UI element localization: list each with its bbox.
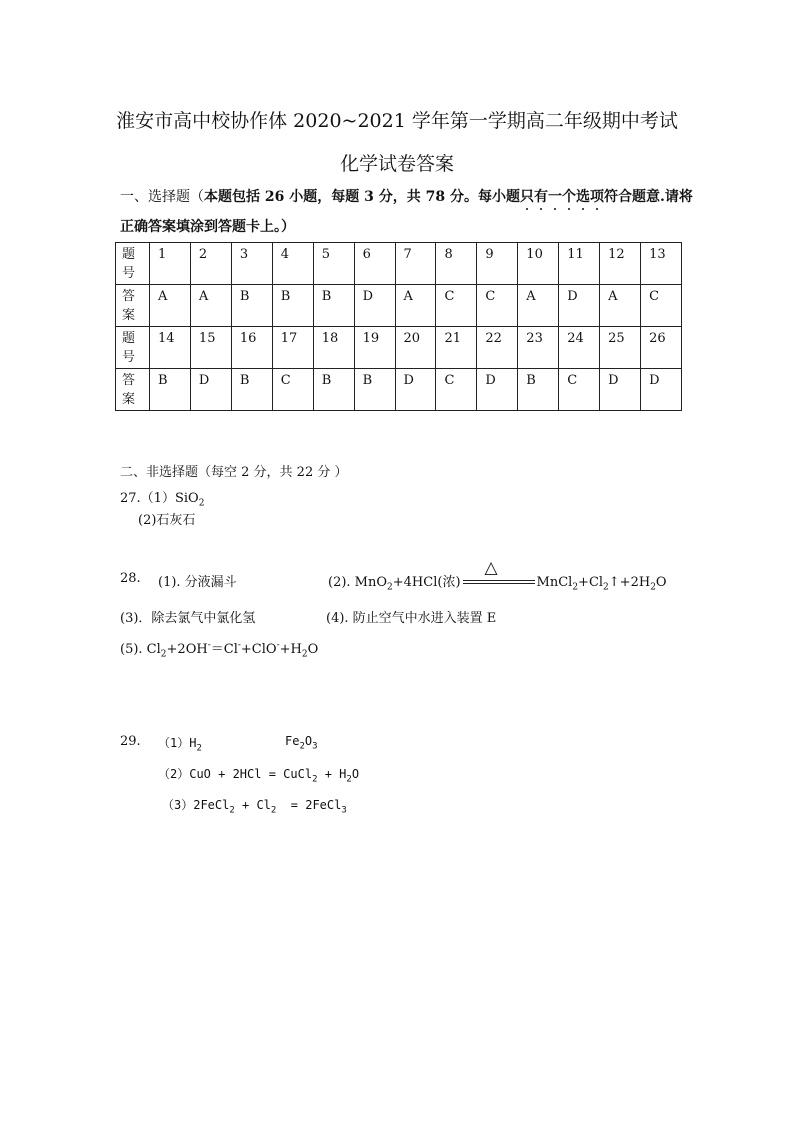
- table-cell: 11: [559, 243, 600, 285]
- table-cell: D: [354, 285, 395, 327]
- table-cell: 20: [395, 327, 436, 369]
- table-cell: B: [313, 369, 354, 411]
- q29-equation: CuO + 2HCl = CuCl: [189, 767, 313, 781]
- table-cell: A: [518, 285, 559, 327]
- q28-eq-part: ↑+2H: [608, 575, 651, 590]
- table-cell: 22: [477, 327, 518, 369]
- q28-eq-part: (2). MnO: [328, 575, 388, 590]
- table-cell: 18: [313, 327, 354, 369]
- q29-sub: 2: [312, 774, 318, 785]
- section1-label: 一、选择题（: [120, 189, 204, 205]
- q28-answer-1: (1). 分液漏斗: [158, 575, 237, 590]
- table-cell: 23: [518, 327, 559, 369]
- q29-sub: 2: [346, 774, 352, 785]
- table-cell: D: [190, 369, 231, 411]
- section1-note: 本题包括 26 小题，每题 3 分，共 78 分。每小题: [204, 189, 520, 205]
- table-cell: C: [436, 369, 477, 411]
- q29-answer-3: [162, 796, 347, 815]
- table-cell: A: [600, 285, 641, 327]
- table-row: [116, 243, 682, 285]
- table-cell: C: [436, 285, 477, 327]
- table-cell: B: [518, 369, 559, 411]
- q29-formula: H: [189, 736, 197, 750]
- table-cell: 5: [313, 243, 354, 285]
- row-label: 答 案: [116, 285, 150, 327]
- q28-ionic-sup: -: [276, 640, 280, 651]
- row-label: 答 案: [116, 369, 150, 411]
- q27-answer-2: (2)石灰石: [138, 513, 196, 528]
- q29-number: 29.: [120, 734, 141, 749]
- table-cell: 13: [641, 243, 682, 285]
- table-cell: B: [150, 369, 191, 411]
- q29-formula: O: [304, 734, 313, 748]
- q28-ionic-part: +2OH: [166, 642, 208, 657]
- table-cell: 3: [231, 243, 272, 285]
- q28-ionic-sup: -: [207, 640, 211, 651]
- q29-label: （1）: [158, 736, 190, 750]
- q28-eq-sub: 2: [572, 582, 579, 593]
- q28-eq-sub: 2: [387, 582, 393, 593]
- table-cell: C: [559, 369, 600, 411]
- q28-number: 28.: [120, 571, 141, 586]
- table-cell: D: [395, 369, 436, 411]
- table-cell: B: [231, 285, 272, 327]
- emphasis-char: 有: [533, 189, 548, 205]
- table-cell: B: [354, 369, 395, 411]
- q29-formula: Fe: [285, 734, 300, 748]
- q29-sub: 3: [312, 741, 318, 752]
- q28-eq-part: O: [655, 575, 667, 590]
- table-cell: 26: [641, 327, 682, 369]
- table-cell: 12: [600, 243, 641, 285]
- table-cell: 21: [436, 327, 477, 369]
- q28-ionic-part: +H: [279, 642, 302, 657]
- q29-answer-1b: [285, 734, 318, 751]
- table-cell: 1: [150, 243, 191, 285]
- table-cell: C: [272, 369, 313, 411]
- row-label: 题 号: [116, 243, 150, 285]
- section1-note-dotted: [520, 189, 604, 205]
- table-cell: 7: [395, 243, 436, 285]
- q29-answer-1: [158, 734, 202, 753]
- q28-ionic-sup: -: [237, 640, 241, 651]
- q28-answer-4: (4). 防止空气中水进入装置 E: [326, 611, 497, 626]
- q27-formula-sub: 2: [198, 498, 205, 509]
- table-cell: 6: [354, 243, 395, 285]
- q29-sub: 3: [341, 805, 347, 816]
- q29-answer-2: [158, 765, 359, 784]
- table-cell: D: [477, 369, 518, 411]
- table-row: [116, 369, 682, 411]
- table-cell: D: [641, 369, 682, 411]
- table-cell: 4: [272, 243, 313, 285]
- table-cell: 9: [477, 243, 518, 285]
- q28-ionic-sub: 2: [301, 649, 308, 660]
- table-cell: 24: [559, 327, 600, 369]
- q28-eq-sub: 2: [603, 582, 609, 593]
- emphasis-char: 项: [589, 189, 604, 205]
- q28-eq-part: +4HCl(浓): [392, 575, 461, 590]
- section1-note-end: .请将: [659, 189, 693, 205]
- table-cell: D: [600, 369, 641, 411]
- q29-sub: 2: [299, 741, 305, 752]
- table-cell: 8: [436, 243, 477, 285]
- q27-answer-1: [120, 487, 204, 509]
- table-cell: 2: [190, 243, 231, 285]
- reaction-arrow: [463, 557, 535, 588]
- q28-answer-3: (3)．除去氯气中氯化氢: [120, 611, 256, 626]
- q28-ionic-part: +ClO: [240, 642, 277, 657]
- table-cell: B: [272, 285, 313, 327]
- section1-instruction: 正确答案填涂到答题卡上。）: [120, 219, 295, 235]
- emphasis-char: 个: [561, 189, 576, 205]
- q28-eq-part: MnCl: [536, 575, 573, 590]
- table-cell: 25: [600, 327, 641, 369]
- q27-number: 27.（1）: [120, 491, 175, 506]
- table-row: [116, 327, 682, 369]
- q27-formula: SiO: [174, 491, 199, 506]
- q28-ionic-part: O: [307, 642, 319, 657]
- heat-symbol: △: [484, 557, 498, 578]
- table-cell: 10: [518, 243, 559, 285]
- q28-answer-5: [120, 638, 318, 660]
- q28-answer-2: [328, 557, 667, 593]
- q28-ionic-sub: 2: [160, 649, 167, 660]
- q29-equation: + H: [317, 767, 347, 781]
- q29-sub: 2: [196, 743, 202, 754]
- q29-equation: + Cl: [234, 798, 271, 812]
- table-cell: 19: [354, 327, 395, 369]
- table-row: [116, 285, 682, 327]
- emphasis-char: 只: [519, 189, 534, 205]
- answer-table: [115, 242, 682, 411]
- q29-equation: 2FeCl: [193, 798, 230, 812]
- q28-eq-sub: 2: [650, 582, 656, 593]
- table-cell: A: [395, 285, 436, 327]
- q29-equation: = 2FeCl: [276, 798, 342, 812]
- page-title: 淮安市高中校协作体 2020~2021 学年第一学期高二年级期中考试: [116, 110, 678, 132]
- table-cell: 14: [150, 327, 191, 369]
- section1-note-tail: 符合题意: [603, 189, 660, 205]
- row-label: 题 号: [116, 327, 150, 369]
- q29-sub: 2: [270, 805, 277, 816]
- table-cell: A: [150, 285, 191, 327]
- table-cell: D: [559, 285, 600, 327]
- q28-ionic-part: (5). Cl: [120, 642, 161, 657]
- emphasis-char: 选: [575, 189, 590, 205]
- q29-sub: 2: [229, 805, 235, 816]
- page-subtitle: 化学试卷答案: [339, 153, 454, 175]
- table-cell: 15: [190, 327, 231, 369]
- section1-heading: [120, 186, 693, 206]
- q29-label: （2）: [158, 767, 190, 781]
- q29-label: （3）: [162, 798, 194, 812]
- table-cell: B: [231, 369, 272, 411]
- table-cell: 16: [231, 327, 272, 369]
- emphasis-char: 一: [547, 189, 562, 205]
- q29-equation: O: [351, 767, 360, 781]
- q28-ionic-part: ＝Cl: [210, 642, 238, 657]
- table-cell: 17: [272, 327, 313, 369]
- table-cell: C: [641, 285, 682, 327]
- table-cell: B: [313, 285, 354, 327]
- section2-heading: 二、非选择题（每空 2 分，共 22 分 ）: [120, 465, 348, 480]
- table-cell: C: [477, 285, 518, 327]
- table-cell: A: [190, 285, 231, 327]
- q28-eq-part: +Cl: [578, 575, 604, 590]
